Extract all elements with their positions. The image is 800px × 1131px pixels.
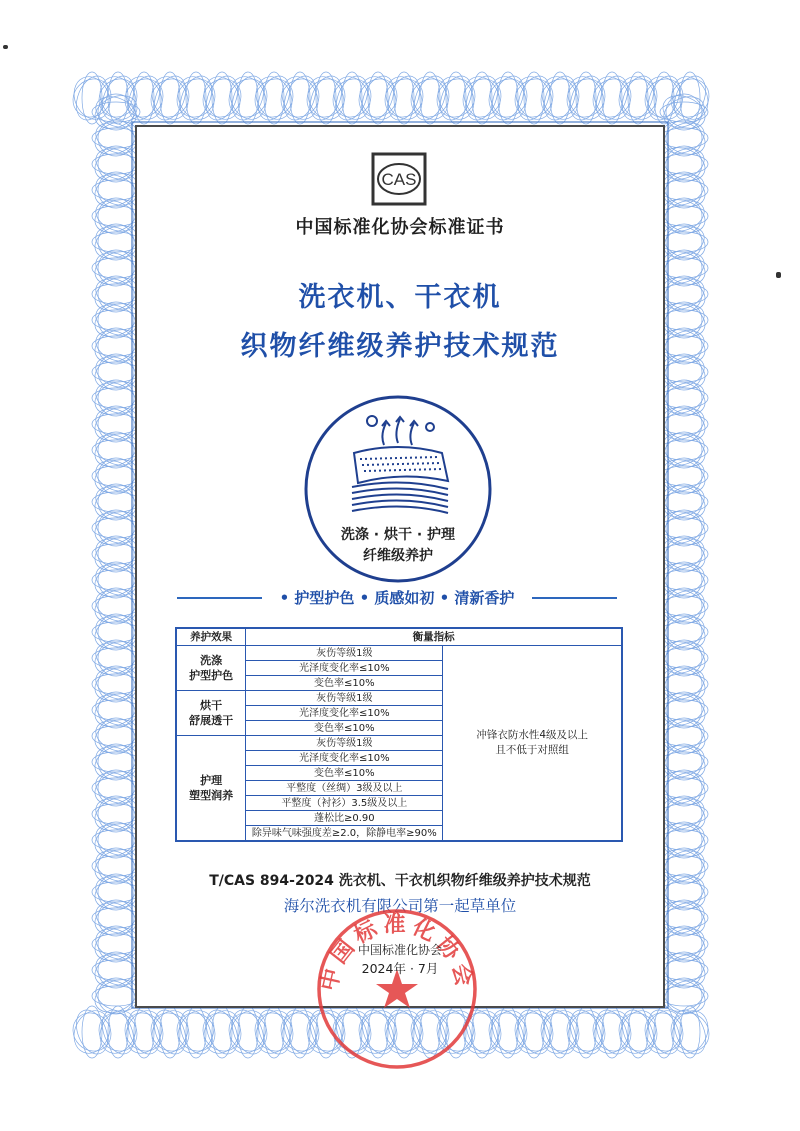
guilloche-loop xyxy=(91,425,142,476)
guilloche-loop xyxy=(659,685,710,736)
guilloche-loop xyxy=(278,71,321,124)
category-subname: 塑型润养 xyxy=(189,789,234,802)
logo-text: CAS xyxy=(381,170,417,189)
guilloche-loop xyxy=(91,295,142,346)
guilloche-loop xyxy=(538,71,581,124)
guilloche-loop xyxy=(252,1005,295,1058)
certificate-panel xyxy=(135,125,665,1008)
seal-stamp-icon xyxy=(315,907,479,1071)
guilloche-loop xyxy=(91,477,142,528)
guilloche-loop xyxy=(616,1005,659,1058)
metric-cell: 变色率≤10% xyxy=(246,721,443,736)
guilloche-loop xyxy=(659,217,710,268)
guilloche-loop xyxy=(590,1005,633,1058)
guilloche-loop xyxy=(659,425,710,476)
guilloche-loop xyxy=(659,763,710,814)
category-cell xyxy=(176,691,246,736)
scan-mark xyxy=(776,272,781,278)
guilloche-loop xyxy=(200,71,243,124)
cas-logo-icon xyxy=(371,152,427,206)
guilloche-loop xyxy=(91,269,142,320)
guilloche-loop xyxy=(91,789,142,840)
guilloche-loop xyxy=(330,71,373,124)
note-line: 冲锋衣防水性4级及以上 xyxy=(476,729,589,741)
guilloche-loop xyxy=(91,321,142,372)
guilloche-loop xyxy=(122,71,165,124)
guilloche-loop xyxy=(659,581,710,632)
guilloche-loop xyxy=(226,1005,269,1058)
issuer-signature: 中国标准化协会 xyxy=(357,943,442,957)
guilloche-loop xyxy=(252,71,295,124)
guilloche-loop xyxy=(91,347,142,398)
features-text: • 护型护色 • 质感如初 • 清新香护 xyxy=(279,589,515,607)
guilloche-loop xyxy=(659,867,710,918)
guilloche-loop xyxy=(659,711,710,762)
divider-line xyxy=(532,597,617,599)
guilloche-loop xyxy=(91,711,142,762)
guilloche-loop xyxy=(91,919,142,970)
guilloche-loop xyxy=(659,295,710,346)
guilloche-loop xyxy=(91,139,142,190)
guilloche-loop xyxy=(659,477,710,528)
guilloche-loop xyxy=(91,165,142,216)
drafting-company: 海尔洗衣机有限公司第一起草单位 xyxy=(283,897,517,915)
note-line: 且不低于对照组 xyxy=(495,744,569,756)
guilloche-loop xyxy=(668,1005,711,1058)
scan-mark xyxy=(3,45,8,49)
guilloche-loop xyxy=(659,529,710,580)
standard-reference: T/CAS 894-2024 洗衣机、干衣机织物纤维级养护技术规范 xyxy=(209,873,591,889)
metric-cell: 平整度（丝绸）3级及以上 xyxy=(246,781,443,796)
metric-cell: 灰伤等级1级 xyxy=(246,691,443,706)
guilloche-loop xyxy=(70,71,113,124)
guilloche-loop xyxy=(91,945,142,996)
issue-date: 2024年 · 7月 xyxy=(361,961,439,976)
guilloche-loop xyxy=(91,893,142,944)
guilloche-loop xyxy=(659,503,710,554)
guilloche-loop xyxy=(91,867,142,918)
guilloche-loop xyxy=(91,607,142,658)
guilloche-loop xyxy=(486,71,529,124)
guilloche-loop xyxy=(91,971,142,1022)
guilloche-loop xyxy=(512,71,555,124)
guilloche-loop xyxy=(659,633,710,684)
table-header-row xyxy=(176,628,622,646)
metric-cell: 蓬松比≥0.90 xyxy=(246,811,443,826)
guilloche-loop xyxy=(590,71,633,124)
guilloche-loop xyxy=(659,893,710,944)
table-row xyxy=(176,646,622,661)
metric-cell: 灰伤等级1级 xyxy=(246,736,443,751)
guilloche-loop xyxy=(226,71,269,124)
category-subname: 护型护色 xyxy=(189,669,234,682)
emblem-caption-1: 洗涤 · 烘干 · 护理 xyxy=(340,527,456,543)
guilloche-loop xyxy=(659,815,710,866)
guilloche-loop xyxy=(659,919,710,970)
guilloche-loop xyxy=(659,841,710,892)
metric-cell: 光泽度变化率≤10% xyxy=(246,751,443,766)
guilloche-loop xyxy=(564,71,607,124)
guilloche-loop xyxy=(91,841,142,892)
category-subname: 舒展透干 xyxy=(189,714,234,727)
guilloche-loop xyxy=(122,1005,165,1058)
table-header: 养护效果 xyxy=(176,628,246,646)
guilloche-loop xyxy=(659,347,710,398)
guilloche-loop xyxy=(434,71,477,124)
guilloche-loop xyxy=(659,555,710,606)
metric-cell: 光泽度变化率≤10% xyxy=(246,706,443,721)
guilloche-loop xyxy=(91,555,142,606)
guilloche-loop xyxy=(659,373,710,424)
guilloche-loop xyxy=(659,659,710,710)
guilloche-loop xyxy=(91,399,142,450)
guilloche-loop xyxy=(91,633,142,684)
guilloche-loop xyxy=(148,1005,191,1058)
guilloche-loop xyxy=(460,71,503,124)
guilloche-loop xyxy=(659,165,710,216)
category-cell xyxy=(176,646,246,691)
guilloche-loop xyxy=(659,607,710,658)
category-name: 洗涤 xyxy=(200,654,223,667)
guilloche-loop xyxy=(91,373,142,424)
guilloche-loop xyxy=(91,815,142,866)
metric-cell: 变色率≤10% xyxy=(246,676,443,691)
features-row xyxy=(177,587,617,609)
document-title-line2: 织物纤维级养护技术规范 xyxy=(240,331,560,362)
category-name: 护理 xyxy=(200,774,223,787)
metric-cell: 除异味气味强度差≥2.0，除静电率≥90% xyxy=(246,826,443,842)
guilloche-loop xyxy=(382,71,425,124)
guilloche-loop xyxy=(148,71,191,124)
guilloche-loop xyxy=(659,191,710,242)
spec-table xyxy=(175,627,623,842)
seal-text: 中国标准化协会 xyxy=(316,912,478,994)
guilloche-loop xyxy=(174,71,217,124)
guilloche-loop xyxy=(91,685,142,736)
guilloche-loop xyxy=(91,191,142,242)
guilloche-loop xyxy=(91,503,142,554)
metric-cell: 平整度（衬衫）3.5级及以上 xyxy=(246,796,443,811)
guilloche-loop xyxy=(659,789,710,840)
note-cell xyxy=(443,646,622,842)
guilloche-loop xyxy=(486,1005,529,1058)
guilloche-loop xyxy=(91,659,142,710)
guilloche-loop xyxy=(304,71,347,124)
guilloche-loop xyxy=(659,737,710,788)
guilloche-loop xyxy=(659,243,710,294)
guilloche-loop xyxy=(659,269,710,320)
category-name: 烘干 xyxy=(200,699,223,712)
guilloche-loop xyxy=(200,1005,243,1058)
guilloche-loop xyxy=(408,71,451,124)
guilloche-loop xyxy=(512,1005,555,1058)
divider-line xyxy=(177,597,262,599)
guilloche-loop xyxy=(659,113,710,164)
guilloche-loop xyxy=(96,1005,139,1058)
metric-cell: 灰伤等级1级 xyxy=(246,646,443,661)
emblem-caption-2: 纤维级养护 xyxy=(363,548,433,564)
table-header: 衡量指标 xyxy=(246,628,622,646)
guilloche-loop xyxy=(91,243,142,294)
metric-cell: 变色率≤10% xyxy=(246,766,443,781)
guilloche-loop xyxy=(91,217,142,268)
guilloche-loop xyxy=(91,113,142,164)
metric-cell: 光泽度变化率≤10% xyxy=(246,661,443,676)
document-title-line1: 洗衣机、干衣机 xyxy=(298,282,502,313)
guilloche-loop xyxy=(91,737,142,788)
guilloche-loop xyxy=(91,529,142,580)
guilloche-loop xyxy=(91,451,142,502)
guilloche-loop xyxy=(659,139,710,190)
issuer-title: 中国标准化协会标准证书 xyxy=(295,217,505,238)
category-cell xyxy=(176,736,246,842)
guilloche-loop xyxy=(70,1005,113,1058)
guilloche-loop xyxy=(356,71,399,124)
guilloche-loop xyxy=(659,945,710,996)
guilloche-loop xyxy=(174,1005,217,1058)
guilloche-loop xyxy=(659,399,710,450)
guilloche-loop xyxy=(616,71,659,124)
guilloche-loop xyxy=(659,87,710,138)
guilloche-loop xyxy=(564,1005,607,1058)
guilloche-loop xyxy=(659,321,710,372)
guilloche-loop xyxy=(538,1005,581,1058)
guilloche-loop xyxy=(91,581,142,632)
guilloche-loop xyxy=(659,451,710,502)
guilloche-loop xyxy=(91,763,142,814)
